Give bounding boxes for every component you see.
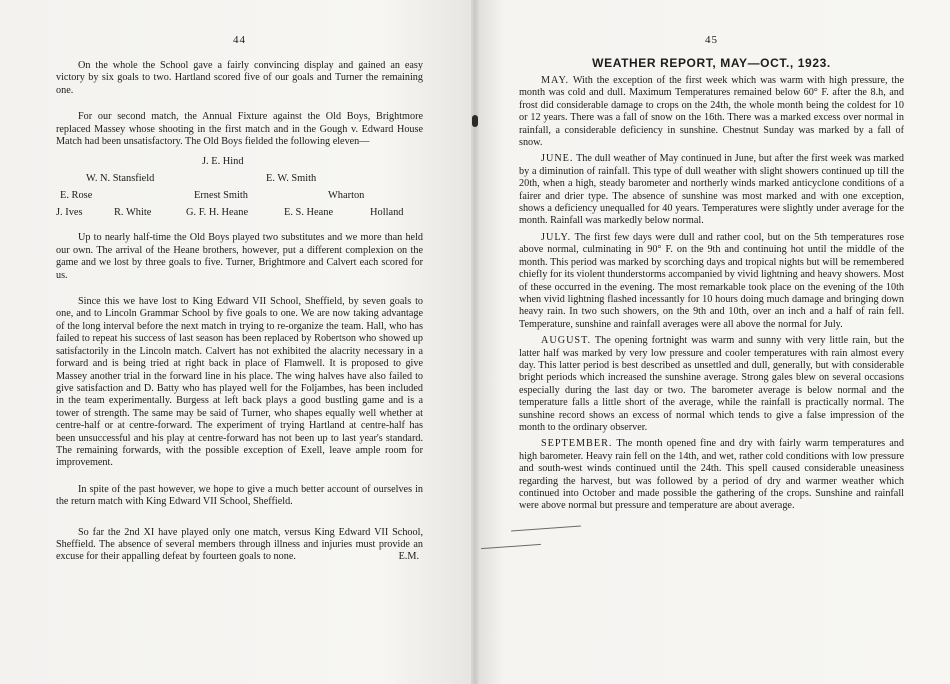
binding-staple bbox=[472, 115, 478, 127]
paragraph: In spite of the past however, we hope to give a much better account of ourselves in the return match with King Edward VII School, Sheffield. bbox=[56, 483, 423, 508]
team-row-goalkeeper bbox=[56, 154, 423, 171]
month-heading: MAY. bbox=[541, 75, 570, 86]
paragraph: On the whole the School gave a fairly convincing display and gained an easy victory by six goals to two. Hartland scored five of our goals and Turner the remaining one. bbox=[56, 60, 423, 96]
month-text: With the exception of the first week which was warm with high pressure, the month was cold and dull. Maximum Temperatures remained below 60° F. after the 8.h, and frost did considerable damage to crops on the 24th, the whole month being the coldest for 10 or 12 years. There was a fall of snow on the 16th. There was a marked excess over normal in rainfall, a considerable deficiency in sunshine. Chestnut Sunday was marked by a fall of snow. bbox=[519, 75, 904, 149]
book-gutter bbox=[471, 0, 479, 684]
month-paragraph-august bbox=[519, 335, 904, 434]
month-text: The first few days were dull and rather cool, but on the 5th temperatures rose above normal, culminating in 90° F. on the 9th and continuing hot until the middle of the month. This period was marked by scorching days and tropical nights but will be remembered chiefly for its violent thunderstorms accompanied by vivid lightning and heavy showers. Most of these occurred in the evening. The most remarkable took place on the evening of the 10th when vivid lightning flashed incessantly for 10 hours doing much damage and bringing down heavy rain. In two such showers, on the 9th and 10th, over an inch and a half of rain fell. Temperature, sunshine and rainfall averages were all above the normal for July. bbox=[519, 231, 904, 330]
paragraph bbox=[56, 527, 423, 564]
player-name: J. E. Hind bbox=[202, 156, 244, 168]
player-name: R. White bbox=[114, 207, 152, 219]
pencil-mark bbox=[481, 544, 541, 549]
paragraph-text: So far the 2nd XI have played only one match, versus King Edward VII School, Sheffield. The absence of several members through illness and injuries must provide an excuse for their appalling defeat by fourteen goals to none. bbox=[56, 526, 423, 563]
right-page bbox=[475, 0, 950, 684]
month-heading: SEPTEMBER. bbox=[541, 438, 613, 450]
month-heading: JUNE. bbox=[541, 153, 574, 165]
month-paragraph-may bbox=[519, 75, 904, 149]
paragraph: Up to nearly half-time the Old Boys played two substitutes and we more than held our own. The arrival of the Heane brothers, however, put a different complexion on the game and we lost by three goals to five. Turner, Brightmore and Calvert each scored for us. bbox=[56, 232, 423, 281]
page-number-left: 44 bbox=[233, 34, 246, 46]
report-title: WEATHER REPORT, MAY—OCT., 1923. bbox=[592, 56, 831, 70]
team-lineup bbox=[56, 154, 423, 222]
player-name: J. Ives bbox=[56, 207, 83, 219]
player-name: E. S. Heane bbox=[284, 207, 334, 219]
month-paragraph-july bbox=[519, 232, 904, 331]
player-name: E. W. Smith bbox=[266, 173, 317, 185]
player-name: G. F. H. Heane bbox=[186, 207, 249, 219]
player-name: Holland bbox=[370, 207, 404, 219]
month-text: The dull weather of May continued in June, but after the first week was marked by a diminution of rainfall. This type of dull weather with slight showers continued up till the 20th, when a high, steady barometer and northerly winds marked anticyclone conditions of a fairer and drier type. The absence of sunshine was most marked and with one exception, shows a deficiency unequalled for 40 years. Temperatures were slightly under average for the month. Rainfall was markedly below normal. bbox=[519, 153, 904, 227]
page-number-right: 45 bbox=[705, 34, 718, 46]
month-text: The month opened fine and dry with fairly warm temperatures and high barometer. Heavy rain fell on the 14th, and wet, rather cold conditions with low pressure and south-west winds continued until the 24th. This spell caused considerable uneasiness regarding the harvest, but was followed by a period of dry and warmer weather which continued into October and made possible the gathering of the crops. Sunshine and rainfall were above normal but pressure and temperature are about average. bbox=[519, 438, 904, 512]
month-heading: JULY. bbox=[541, 231, 572, 243]
paragraph: Since this we have lost to King Edward VII School, Sheffield, by seven goals to one, and to Lincoln Grammar School by five goals to one. We are now taking advantage of the long interval before the next match in trying to re-organize the team. Hall, who has failed to repeat his success of last season has been replaced by Robertson who showed up satisfactorily in the Lincoln match. Calvert has not exhibited the alacrity necessary in a forward and is being tried at right back in place of Flamwell. It is proposed to give Massey another trial in the forward line in his place. The wing halves have also failed to give satisfaction and D. Batty who has played well for the Foljambes, has been included in the team experimentally. Burgess at left back plays a good bustling game and is a tower of strength. The same may be said of Turner, who shapes equally well whether at centre-half or at centre-forward. The experiment of trying Hartland at centre-half has been unsuccessful and his play at centre-forward has not been up to last year's standard. The remaining forwards, with the possible exception of Exell, leave ample room for improvement. bbox=[56, 296, 423, 469]
author-signature: E.M. bbox=[398, 551, 419, 563]
pencil-mark bbox=[511, 526, 581, 532]
player-name: Ernest Smith bbox=[194, 190, 248, 202]
paragraph: For our second match, the Annual Fixture against the Old Boys, Brightmore replaced Massey whose shooting in the first match and in the Gough v. Edward House Match had been unsatisfactory. The Old Boys fielded the following eleven— bbox=[56, 111, 423, 148]
team-row-forwards bbox=[56, 205, 423, 222]
team-row-halves bbox=[56, 188, 423, 205]
month-heading: AUGUST. bbox=[541, 335, 592, 347]
player-name: Wharton bbox=[328, 190, 365, 202]
team-row-backs bbox=[56, 171, 423, 188]
player-name: E. Rose bbox=[60, 190, 93, 202]
player-name: W. N. Stansfield bbox=[86, 173, 155, 185]
month-text: The opening fortnight was warm and sunny with very little rain, but the latter half was marked by very low pressure and cooler temperatures with rain almost every day. This latter period is best described as unsettled and dull, generally, but with considerable bright periods which increased the sunshine average. Strong gales blew on several occasions especially during the last day or two. The barometer average is below normal and the temperature falls a little short of the average, while the rainfall is practically normal. The sunshine record shows an excess of normal which tends to give a false impression of the month to the ordinary observer. bbox=[519, 335, 904, 433]
month-paragraph-june bbox=[519, 153, 904, 227]
month-paragraph-september bbox=[519, 438, 904, 512]
